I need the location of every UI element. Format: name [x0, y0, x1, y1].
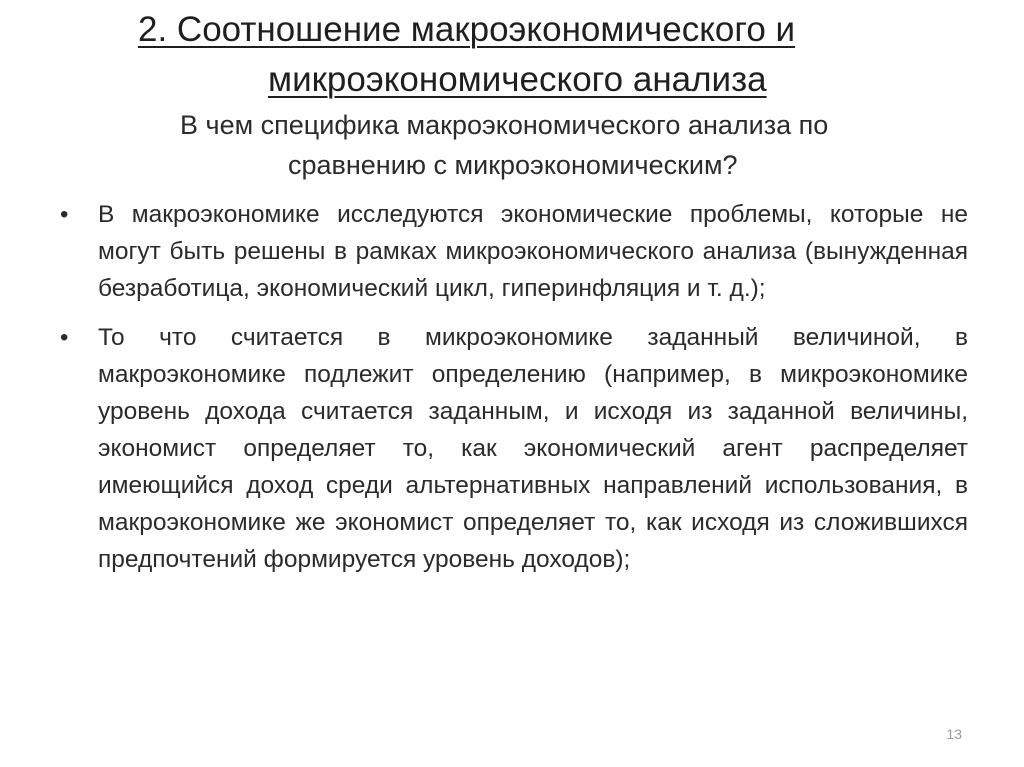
subtitle-line-1: В чем специфика макроэкономического анализа по: [180, 110, 829, 140]
title-line-2: микроэкономического анализа: [268, 60, 767, 99]
title-line-1: 2. Соотношение макроэкономического и: [138, 10, 796, 49]
bullet-item-1: [60, 196, 968, 307]
bullet-text-2: То что считается в микроэкономике заданный величиной, в макроэкономике подлежит определению (например, в микроэкономике уровень дохода считается заданным, и исходя из заданной величины, экономист определяет то, как экономический агент распределяет имеющийся доход среди альтернативных направлений использования, в макроэкономике же экономист определяет то, как исходя из сложившихся предпочтений формируется уровень доходов);: [98, 324, 968, 573]
page-number: 13: [946, 726, 962, 742]
bullet-marker-icon: •: [60, 201, 69, 228]
bullet-marker-icon: •: [60, 324, 69, 351]
bullet-item-2: [60, 319, 968, 578]
bullet-list: [60, 196, 968, 590]
bullet-text-1: В макроэкономике исследуются экономические проблемы, которые не могут быть решены в рамках микроэкономического анализа (вынужденная безработица, экономический цикл, гиперинфляция и т. д.);: [98, 201, 968, 302]
subtitle-line-2: сравнению с микроэкономическим?: [288, 150, 738, 180]
